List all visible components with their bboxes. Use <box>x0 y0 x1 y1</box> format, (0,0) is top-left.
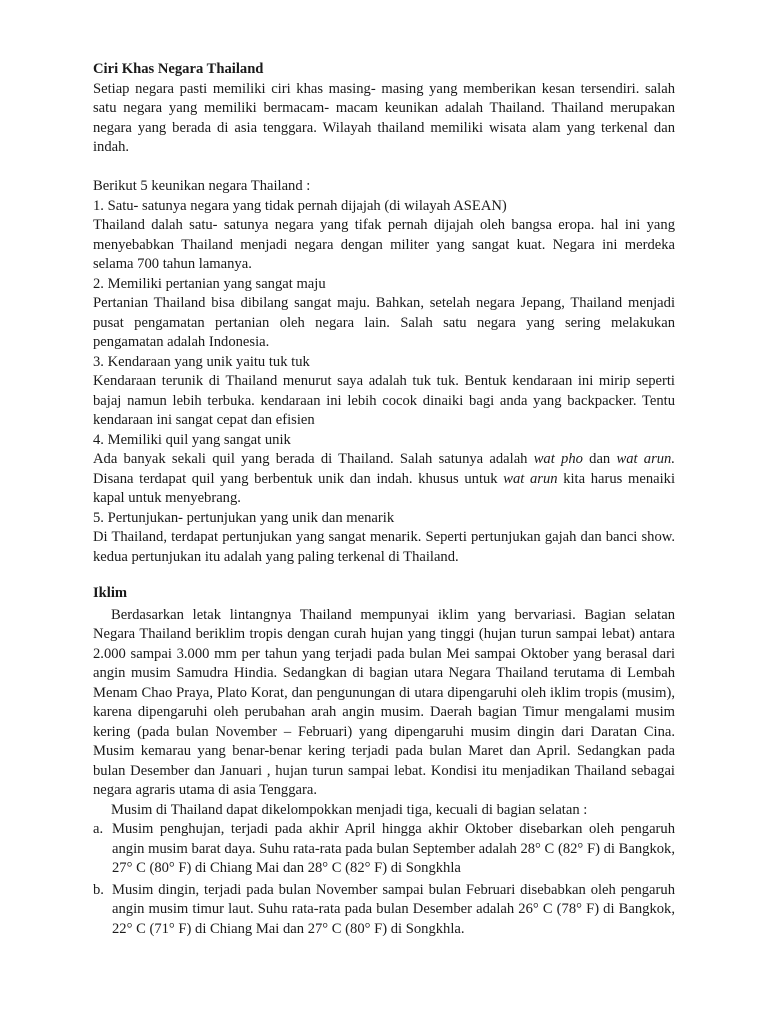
item-4-body <box>93 450 675 509</box>
item-5-body: Di Thailand, terdapat pertunjukan yang sangat menarik. Seperti pertunjukan gajah dan banci show. kedua pertunjukan itu adalah yang paling terkenal di Thailand. <box>93 529 675 565</box>
spacer <box>93 158 675 178</box>
season-text: Musim penghujan, terjadi pada akhir April hingga akhir Oktober disebarkan oleh pengaruh angin musim barat daya. Suhu rata-rata pada bulan September adalah 28° C (82° F) di Bangkok, 27° C (80° F) di Chiang Mai dan 28° C (82° F) di Songkhla <box>112 821 675 876</box>
seasons-list <box>93 820 675 939</box>
document-body <box>93 60 675 939</box>
item-4-emphasis: wat arun. <box>616 451 676 467</box>
list-marker: a. <box>93 821 104 837</box>
item-4-text: kita harus menaiki kapal untuk menyebrang. <box>93 470 675 506</box>
item-4-text: Ada banyak sekali quil yang berada di Thailand. Salah satunya adalah <box>93 451 534 467</box>
season-text: Musim dingin, terjadi pada bulan November sampai bulan Februari disebabkan oleh pengaruh angin musim timur laut. Suhu rata-rata pada bulan Desember adalah 26° C (78° F) di Bangkok, 22° C (71° F) di Chiang Mai dan 27° C (80° F) di Songkhla. <box>112 881 675 937</box>
list-intro: Berikut 5 keunikan negara Thailand : <box>93 178 311 194</box>
seasons-intro: Musim di Thailand dapat dikelompokkan menjadi tiga, kecuali di bagian selatan : <box>111 801 588 818</box>
item-3-body: Kendaraan terunik di Thailand menurut saya adalah tuk tuk. Bentuk kendaraan ini mirip seperti bajaj namun lebih terbuka. kendaraan ini lebih cocok dinaiki bagi anda yang backpacker. Tentu kendaraan ini sangat cepat dan efisien <box>93 373 675 428</box>
item-4-heading: 4. Memiliki quil yang sangat unik <box>93 431 291 448</box>
item-2-body: Pertanian Thailand bisa dibilang sangat maju. Bahkan, setelah negara Jepang, Thailand menjadi pusat pengamatan pertanian oleh negara lain. Salah satu negara yang sering melakukan pengamatan adalah Indonesia. <box>93 295 675 350</box>
spacer <box>93 567 675 584</box>
list-marker: b. <box>93 881 104 898</box>
item-4-emphasis: wat pho <box>533 451 583 467</box>
intro-paragraph: Setiap negara pasti memiliki ciri khas masing- masing yang memberikan kesan tersendiri. salah satu negara yang memiliki bermacam- macam keunikan adalah Thailand. Thailand merupakan negara yang berada di asia tenggara. Wilayah thailand memiliki wisata alam yang terkenal dan indah. <box>93 80 675 155</box>
item-2-heading: 2. Memiliki pertanian yang sangat maju <box>93 275 326 292</box>
item-4-text: Disana terdapat quil yang berbentuk unik dan indah. khusus untuk <box>93 470 504 487</box>
climate-heading: Iklim <box>93 585 128 601</box>
item-3-heading: 3. Kendaraan yang unik yaitu tuk tuk <box>93 353 310 370</box>
item-4-emphasis: wat arun <box>503 470 558 487</box>
season-item-rainy <box>93 820 675 879</box>
item-1-body: Thailand dalah satu- satunya negara yang tifak pernah dijajah oleh bangsa eropa. hal ini yang menyebabkan Thailand menjadi negara dengan militer yang sangat kuat. Negara ini merdeka selama 700 tahun lamanya. <box>93 217 675 272</box>
climate-paragraph: Berdasarkan letak lintangnya Thailand mempunyai iklim yang bervariasi. Bagian selatan Negara Thailand beriklim tropis dengan curah hujan yang tinggi (hujan turun sampai lebat) antara 2.000 sampai 3.000 mm per tahun yang terjadi pada bulan Mei sampai Oktober yang berasal dari angin musim Samudra Hindia. Sedangkan di bagian utara Negara Thailand terutama di Lembah Menam Chao Praya, Plato Korat, dan pengunungan di utara dipengaruhi oleh iklim tropis (musim), karena dipengaruhi oleh perubahan arah angin musim. Daerah bagian Timur mengalami musim kering (pada bulan November – Februari) yang dipengaruhi musim dingin dari Daratan Cina. Musim kemarau yang benar-benar kering terjadi pada bulan Maret dan April. Sedangkan pada bulan Desember dan Januari , hujan turun sampai lebat. Kondisi itu menjadikan Thailand sebagai negara agraris utama di asia Tenggara. <box>93 606 675 798</box>
season-item-cold <box>93 881 675 940</box>
item-1-heading: 1. Satu- satunya negara yang tidak pernah dijajah (di wilayah ASEAN) <box>93 197 507 214</box>
item-5-heading: 5. Pertunjukan- pertunjukan yang unik dan menarik <box>93 509 395 526</box>
document-title: Ciri Khas Negara Thailand <box>93 61 264 77</box>
item-4-text: dan <box>582 451 617 467</box>
